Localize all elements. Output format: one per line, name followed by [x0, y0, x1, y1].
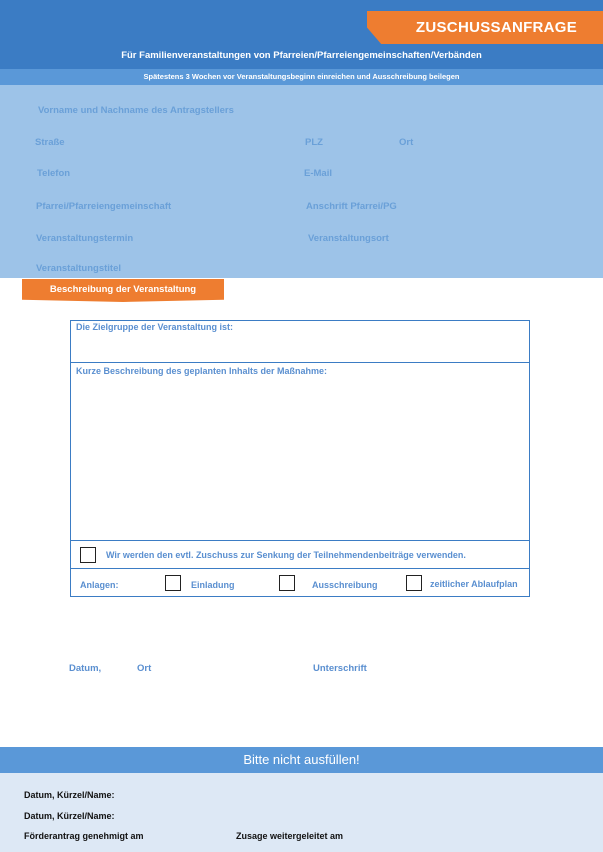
pfarrei-field-label: Pfarrei/Pfarreiengemeinschaft [36, 201, 172, 212]
anlagen-label: Anlagen: [80, 580, 119, 590]
zuschuss-checkbox-label: Wir werden den evtl. Zuschuss zur Senkung der Teilnehmendenbeiträge verwenden. [106, 550, 466, 560]
zielgruppe-input[interactable] [72, 335, 528, 361]
ort-label: Ort [137, 663, 152, 674]
ausschreibung-checkbox[interactable] [279, 575, 295, 591]
datum-label: Datum, [69, 663, 102, 674]
subtitle: Für Familienveranstaltungen von Pfarreien/Pfarreiengemeinschaften/Verbänden [121, 50, 482, 61]
divider [70, 568, 530, 569]
ort-field-label: Ort [399, 137, 414, 148]
ablaufplan-checkbox[interactable] [406, 575, 422, 591]
veranstaltungsort-field-label: Veranstaltungsort [308, 233, 389, 244]
zuschuss-checkbox[interactable] [80, 547, 96, 563]
email-field-label: E-Mail [304, 168, 332, 179]
page-title: ZUSCHUSSANFRAGE [415, 19, 578, 36]
anschrift-field-label: Anschrift Pfarrei/PG [306, 201, 397, 212]
ablaufplan-label: zeitlicher Ablaufplan [430, 579, 518, 589]
office-title: Bitte nicht ausfüllen! [243, 752, 360, 767]
divider [70, 540, 530, 541]
deadline-note: Spätestens 3 Wochen vor Veranstaltungsbeginn einreichen und Ausschreibung beilegen [143, 72, 460, 81]
beschreibung-input[interactable] [72, 380, 528, 538]
section-title: Beschreibung der Veranstaltung [49, 284, 197, 295]
unterschrift-label: Unterschrift [313, 663, 367, 674]
street-field-label: Straße [35, 137, 65, 148]
office-row-2: Datum, Kürzel/Name: [24, 811, 115, 821]
zusage-label: Zusage weitergeleitet am [236, 831, 344, 841]
genehmigt-label: Förderantrag genehmigt am [24, 831, 144, 841]
telefon-field-label: Telefon [37, 168, 71, 179]
divider [70, 362, 530, 363]
office-row-1: Datum, Kürzel/Name: [24, 790, 115, 800]
name-field-label: Vorname und Nachname des Antragstellers [38, 105, 234, 116]
einladung-checkbox[interactable] [165, 575, 181, 591]
plz-field-label: PLZ [305, 137, 323, 148]
titel-field-label: Veranstaltungstitel [36, 263, 121, 274]
ausschreibung-label: Ausschreibung [312, 580, 378, 590]
termin-field-label: Veranstaltungstermin [36, 233, 134, 244]
beschreibung-label: Kurze Beschreibung des geplanten Inhalts der Maßnahme: [76, 366, 328, 376]
zielgruppe-label: Die Zielgruppe der Veranstaltung ist: [76, 322, 234, 332]
einladung-label: Einladung [191, 580, 235, 590]
